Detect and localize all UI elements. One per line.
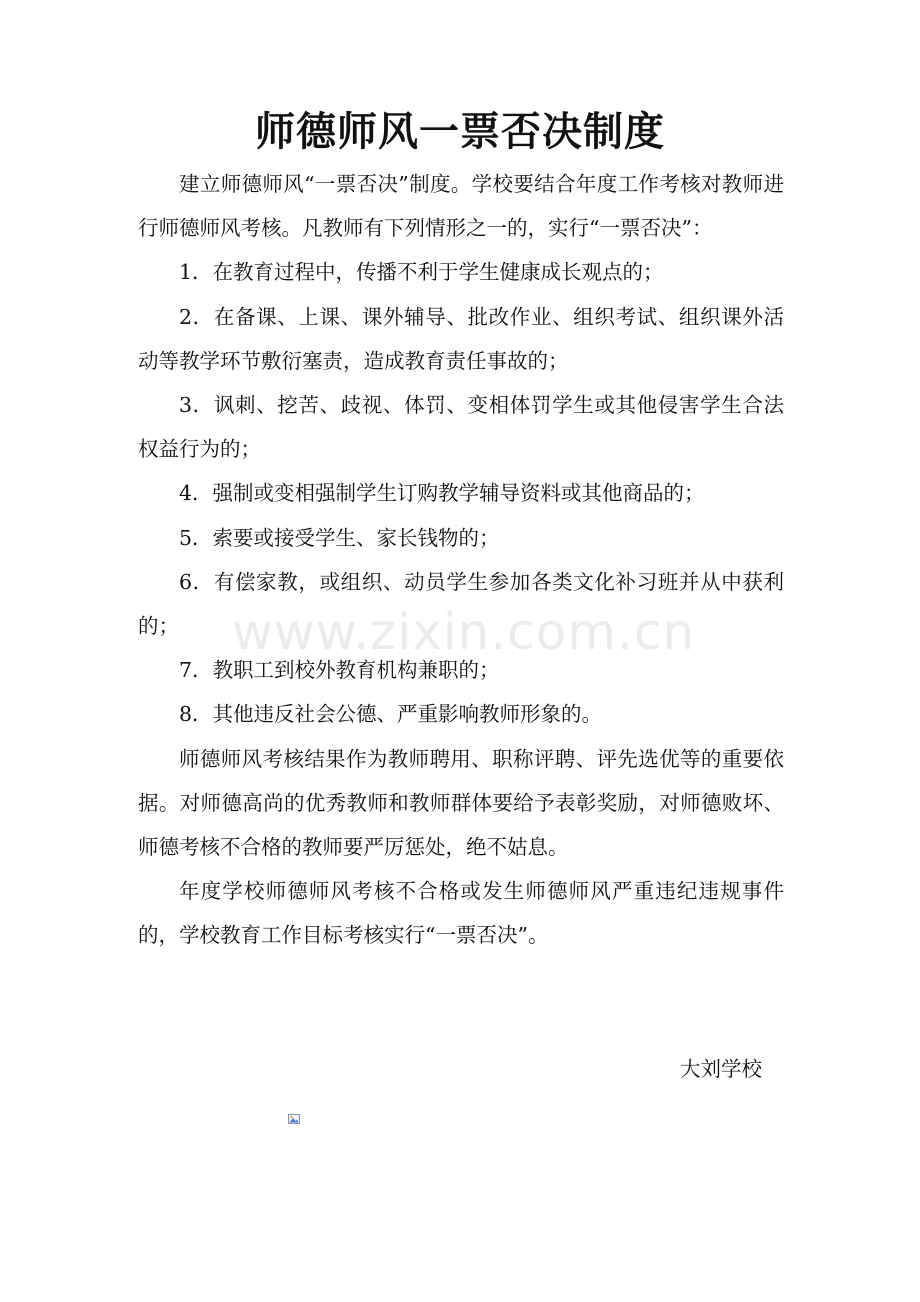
paragraph-item-8: 8．其他违反社会公德、严重影响教师形象的。 bbox=[179, 702, 603, 727]
paragraph-intro: 建立师德师风“一票否决”制度。学校要结合年度工作考核对教师进行师德师风考核。凡教师有下列情形之一的，实行“一票否决”： bbox=[138, 172, 784, 241]
paragraph-conclusion-2: 年度学校师德师风考核不合格或发生师德师风严重违纪违规事件的，学校教育工作目标考核实行“一票否决”。 bbox=[138, 879, 784, 948]
paragraph-item-7: 7．教职工到校外教育机构兼职的； bbox=[179, 658, 500, 683]
paragraph-item-2: 2．在备课、上课、课外辅导、批改作业、组织考试、组织课外活动等教学环节敷衍塞责，造成教育责任事故的； bbox=[138, 304, 784, 373]
watermark: www.zixin.com.cn bbox=[232, 603, 696, 661]
image-icon bbox=[288, 1110, 300, 1122]
document-body bbox=[138, 162, 784, 958]
paragraph-item-5: 5．索要或接受学生、家长钱物的； bbox=[179, 525, 500, 550]
paragraph-item-6: 6．有偿家教，或组织、动员学生参加各类文化补习班并从中获利的； bbox=[138, 569, 784, 639]
paragraph-item-4: 4．强制或变相强制学生订购教学辅导资料或其他商品的； bbox=[179, 481, 705, 506]
paragraph-item-1: 1．在教育过程中，传播不利于学生健康成长观点的； bbox=[179, 260, 664, 285]
signature: 大刘学校 bbox=[680, 1057, 762, 1081]
paragraph-item-3: 3．讽刺、挖苦、歧视、体罚、变相体罚学生或其他侵害学生合法权益行为的； bbox=[138, 393, 784, 462]
document-title: 师德师风一票否决制度 bbox=[255, 109, 665, 155]
paragraph-conclusion-1: 师德师风考核结果作为教师聘用、职称评聘、评先选优等的重要依据。对师德高尚的优秀教师和教师群体要给予表彰奖励，对师德败坏、师德考核不合格的教师要严厉惩处，绝不姑息。 bbox=[138, 746, 784, 860]
